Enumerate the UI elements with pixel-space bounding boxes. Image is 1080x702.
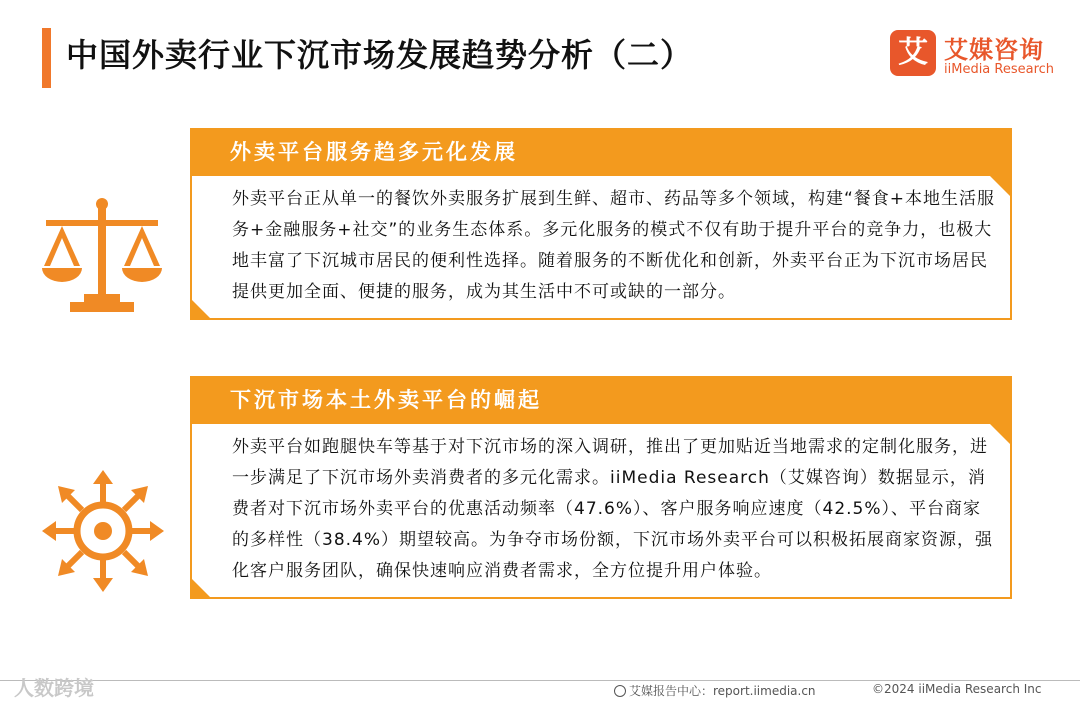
corner-decoration xyxy=(190,577,212,599)
section-heading: 外卖平台服务趋多元化发展 xyxy=(190,128,1012,176)
section-body xyxy=(190,176,1012,320)
logo-english-name: iiMedia Research xyxy=(944,62,1055,77)
section-text: 外卖平台正从单一的餐饮外卖服务扩展到生鲜、超市、药品等多个领域，构建“餐食+本地生活服务+金融服务+社交”的业务生态体系。多元化服务的模式不仅有助于提升平台的竞争力，也极大地丰富了下沉城市居民的便利性选择。随着服务的不断优化和创新，外卖平台正为下沉市场居民提供更加全面、便捷的服务，成为其生活中不可或缺的一部分。 xyxy=(232,189,996,302)
section-body xyxy=(190,424,1012,599)
footer-source-text: 艾媒报告中心：report.iimedia.cn xyxy=(629,684,816,698)
section-text: 外卖平台如跑腿快车等基于对下沉市场的深入调研，推出了更加贴近当地需求的定制化服务，进一步满足了下沉市场外卖消费者的多元化需求。iiMedia Research（艾媒咨询）数据显示，消费者对下沉市场外卖平台的优惠活动频率（47.6%）、客户服务响应速度（42.5%）、平台商家的多样性（38.4%）期望较高。为争夺市场份额，下沉市场外卖平台可以积极拓展商家资源，强化客户服务团队，确保快速响应消费者需求，全方位提升用户体验。 xyxy=(232,437,994,581)
title-accent-bar xyxy=(42,28,51,88)
globe-icon xyxy=(614,685,626,697)
brand-logo xyxy=(890,30,1060,82)
section-card-local-platforms xyxy=(190,376,1012,599)
logo-chinese-name: 艾媒咨询 xyxy=(944,36,1044,64)
footer-copyright: ©2024 iiMedia Research Inc xyxy=(872,682,1042,696)
footer-divider xyxy=(0,680,1080,681)
section-heading: 下沉市场本土外卖平台的崛起 xyxy=(190,376,1012,424)
corner-decoration xyxy=(990,176,1012,198)
corner-decoration xyxy=(990,424,1012,446)
footer-source xyxy=(614,682,816,699)
watermark: 人数跨境 xyxy=(14,676,94,700)
page-title: 中国外卖行业下沉市场发展趋势分析（二） xyxy=(66,36,694,74)
balance-scale-icon xyxy=(40,196,164,314)
logo-mark: 艾 xyxy=(890,30,936,76)
section-card-diversification xyxy=(190,128,1012,320)
corner-decoration xyxy=(190,298,212,320)
target-arrows-icon xyxy=(42,470,164,592)
